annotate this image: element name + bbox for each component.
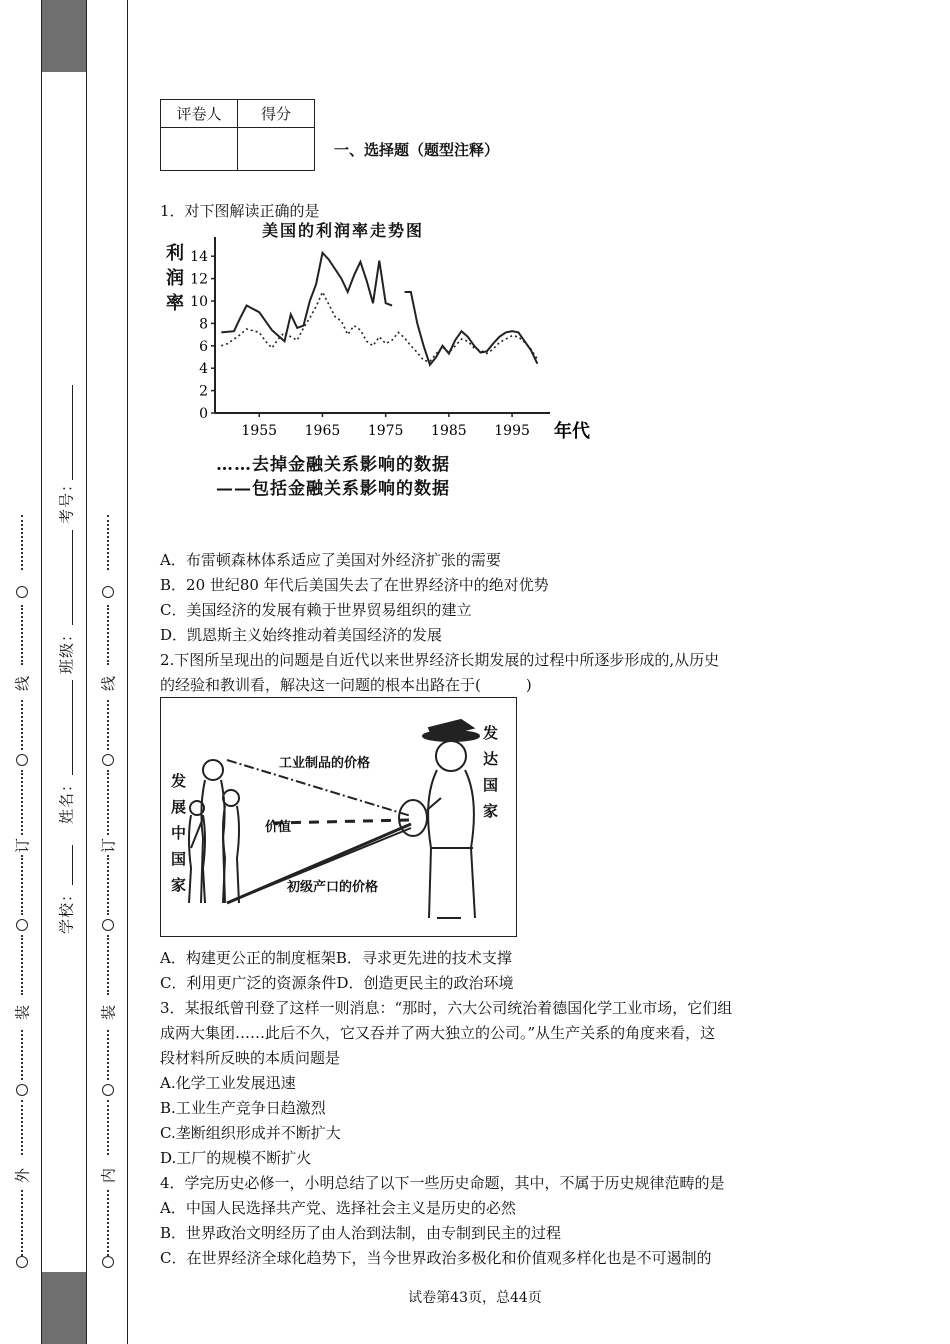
dotted-line [107,770,109,835]
q3-stem-line3: 段材料所反映的本质问题是 [160,1049,341,1067]
q2-stem-line1: 2.下图所呈现出的问题是自近代以来世界经济长期发展的过程中所逐步形成的,从历史 [160,651,720,669]
primary-price-label: 初级产口的价格 [287,880,379,895]
q1-stem: 1．对下图解读正确的是 [160,202,320,220]
dotted-line [21,515,23,570]
ylabel-char: 利 [166,243,184,264]
binding-circle [16,586,28,598]
binding-circle [16,1256,28,1268]
industrial-price-label: 工业制品的价格 [279,756,371,771]
chart-plot [190,235,590,450]
dotted-line [21,855,23,915]
binding-circle [16,919,28,931]
dotted-line [107,855,109,915]
q2-stem-line2: 的经验和教训看，解决这一问题的根本出路在于( ) [160,676,532,694]
q1-option-a[interactable]: A．布雷顿森林体系适应了美国对外经济扩张的需要 [160,551,501,569]
x-tick-label: 1965 [304,423,341,439]
school-field-input[interactable] [72,845,73,885]
q2-options-line1[interactable]: A．构建更公正的制度框架B．寻求更先进的技术支撑 [160,949,512,967]
x-tick-label: 1995 [494,423,530,439]
y-tick-label: 12 [190,271,208,288]
q3-option-c[interactable]: C.垄断组织形成并不断扩大 [160,1124,341,1142]
margin-gray-block-bottom [42,1272,86,1344]
dotted-line [21,770,23,835]
dotted-line [21,935,23,995]
dotted-line [107,700,109,750]
margin-border-line [41,0,42,1344]
series-line-solid [405,292,538,365]
y-tick-label: 8 [199,316,208,333]
x-tick-label: 1955 [241,423,278,439]
score-cell[interactable] [238,128,315,171]
y-tick-label: 4 [199,361,208,378]
binding-circle [102,1256,114,1268]
ylabel-char: 润 [166,268,184,289]
dotted-line [107,1100,109,1155]
binding-circle [102,919,114,931]
y-tick-label: 6 [199,338,208,355]
dotted-line [107,605,109,665]
series-line-solid [221,253,392,341]
ylabel-char: 率 [166,293,184,314]
x-tick-label: 1985 [431,423,467,439]
q2-options-line2[interactable]: C．利用更广泛的资源条件D．创造更民主的政治环境 [160,974,514,992]
cartoon-drawing [161,698,516,936]
q3-option-d[interactable]: D.工厂的规模不断扩火 [160,1149,312,1167]
margin-gray-block-top [42,0,86,72]
y-tick-label: 10 [190,294,208,310]
developing-figures-icon [189,760,239,903]
margin-border-line [86,0,87,1344]
binding-circle [102,754,114,766]
exam-number-field-input[interactable] [72,385,73,480]
q4-option-c[interactable]: C．在世界经济全球化趋势下，当今世界政治多极化和价值观多样化也是不可遏制的 [160,1249,712,1267]
q3-stem-line1: 3．某报纸曾刊登了这样一则消息：“那时，六大公司统治着德国化学工业市场，它们组 [160,999,733,1017]
binding-circle [16,754,28,766]
dotted-line [107,515,109,570]
dotted-line [21,700,23,750]
class-field-input[interactable] [72,530,73,625]
page-footer: 试卷第43页，总44页 [408,1290,542,1306]
legend-solid: ——包括金融关系影响的数据 [216,479,450,499]
name-field-input[interactable] [72,680,73,775]
developed-country-man-icon [399,720,479,918]
dotted-line [21,605,23,665]
q4-option-b[interactable]: B．世界政治文明经历了由人治到法制，由专制到民主的过程 [160,1224,562,1242]
dotted-line [107,1030,109,1080]
q4-stem: 4．学完历史必修一，小明总结了以下一些历史命题，其中，不属于历史规律范畴的是 [160,1174,725,1192]
dotted-line [21,1190,23,1260]
q1-option-c[interactable]: C．美国经济的发展有赖于世界贸易组织的建立 [160,601,472,619]
y-tick-label: 2 [199,383,208,400]
score-header: 得分 [238,100,315,128]
grader-cell[interactable] [161,128,238,171]
value-line [273,820,411,823]
binding-circle [102,586,114,598]
q3-option-a[interactable]: A.化学工业发展迅速 [160,1074,296,1092]
q4-option-a[interactable]: A．中国人民选择共产党、选择社会主义是历史的必然 [160,1199,516,1217]
y-tick-label: 0 [199,406,208,422]
score-table [160,99,315,171]
dotted-line [21,1030,23,1080]
y-tick-label: 14 [190,249,208,266]
margin-border-line [127,0,128,1344]
developing-country-label: 发展中国家 [171,772,187,894]
x-tick-label: 1975 [367,423,404,439]
price-cartoon [160,697,517,937]
chart-title: 美国的利润率走势图 [262,221,425,240]
q3-option-b[interactable]: B.工业生产竞争日趋激烈 [160,1099,326,1117]
binding-circle [102,1084,114,1096]
q1-option-d[interactable]: D．凯恩斯主义始终推动着美国经济的发展 [160,626,443,644]
x-axis-label: 年代 [554,421,590,442]
developed-country-label: 发达国家 [483,724,499,820]
legend-dotted: ……去掉金融关系影响的数据 [216,455,450,475]
section-title: 一、选择题（题型注释） [334,141,500,159]
grader-header: 评卷人 [161,100,238,128]
value-label: 价值 [265,820,292,835]
dotted-line [21,1100,23,1155]
dotted-line [107,935,109,995]
binding-circle [16,1084,28,1096]
q1-option-b[interactable]: B．20 世纪80 年代后美国失去了在世界经济中的绝对优势 [160,576,549,594]
q3-stem-line2: 成两大集团……此后不久，它又吞并了两大独立的公司。”从生产关系的角度来看，这 [160,1024,716,1042]
dotted-line [107,1190,109,1260]
